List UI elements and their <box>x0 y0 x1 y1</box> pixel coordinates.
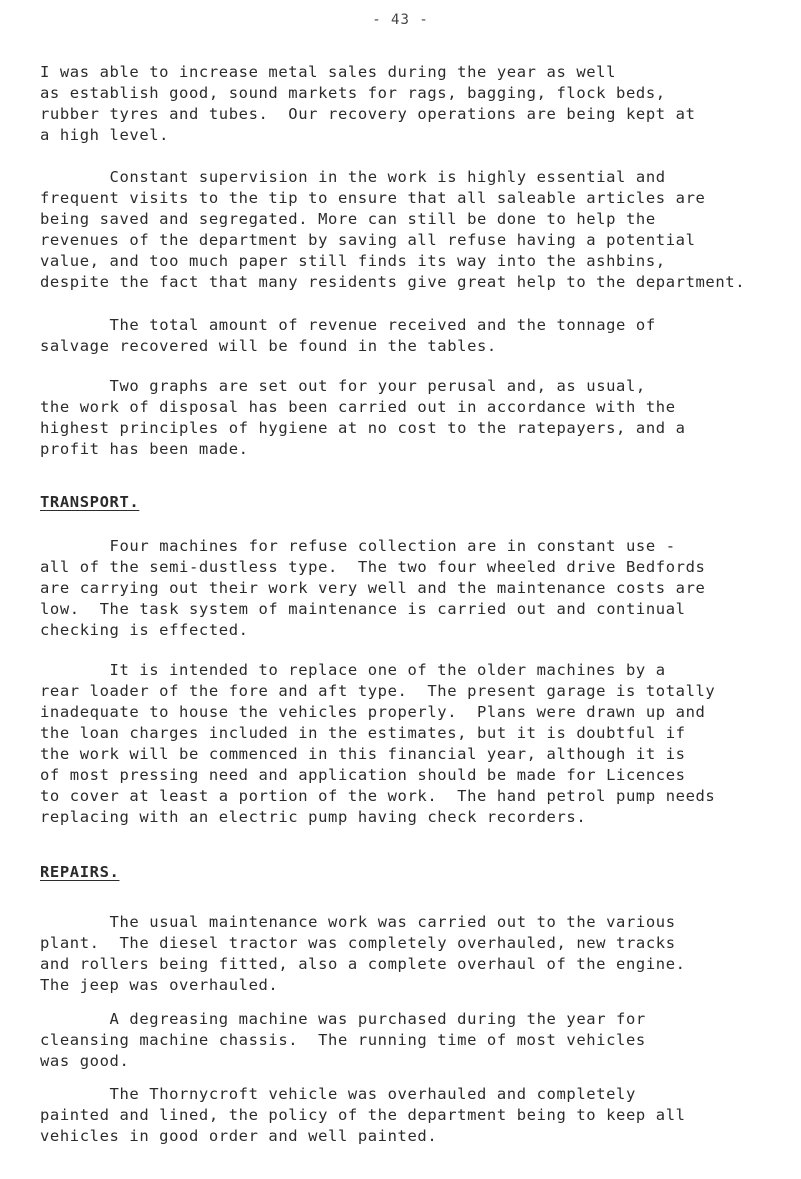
paragraph-thornycroft-vehicle: The Thornycroft vehicle was overhauled and completely painted and lined, the policy of the department being to keep all vehicles in good order and well painted. <box>40 1085 686 1145</box>
paragraph-replace-machines: It is intended to replace one of the older machines by a rear loader of the fore and aft type. The present garage is totally inadequate to house the vehicles properly. Plans were drawn up and the loan charges included in the estimates, but it is doubtful if the work will be commenced in this financial year, although it is of most pressing need and application should be made for Licences to cover at least a portion of the work. The hand petrol pump needs replacing with an electric pump having check recorders. <box>40 661 716 826</box>
paragraph-graphs-disposal: Two graphs are set out for your perusal and, as usual, the work of disposal has been carried out in accordance with the highest principles of hygiene at no cost to the ratepayers, and a profit has been made. <box>40 377 686 458</box>
heading-transport: TRANSPORT. <box>40 493 140 511</box>
heading-repairs: REPAIRS. <box>40 863 120 881</box>
paragraph-revenue-tables: The total amount of revenue received and the tonnage of salvage recovered will be found in the tables. <box>40 316 656 355</box>
paragraph-maintenance-work: The usual maintenance work was carried out to the various plant. The diesel tractor was completely overhauled, new tracks and rollers being fitted, also a complete overhaul of the engine. The jeep was overhauled. <box>40 913 686 994</box>
paragraph-refuse-machines: Four machines for refuse collection are in constant use - all of the semi-dustless type. The two four wheeled drive Bedfords are carrying out their work very well and the maintenance costs are low. The task system of maintenance is carried out and continual checking is effected. <box>40 537 706 639</box>
page-number: - 43 - <box>372 12 429 28</box>
paragraph-metal-sales: I was able to increase metal sales during the year as well as establish good, sound markets for rags, bagging, flock beds, rubber tyres and tubes. Our recovery operations are being kept at a high level. <box>40 63 696 144</box>
paragraph-degreasing-machine: A degreasing machine was purchased during the year for cleansing machine chassis. The running time of most vehicles was good. <box>40 1010 646 1070</box>
paragraph-constant-supervision: Constant supervision in the work is highly essential and frequent visits to the tip to ensure that all saleable articles are being saved and segregated. More can still be done to help the revenues of the department by saving all refuse having a potential value, and too much paper still finds its way into the ashbins, despite the fact that many residents give great help to the department. <box>40 168 746 291</box>
